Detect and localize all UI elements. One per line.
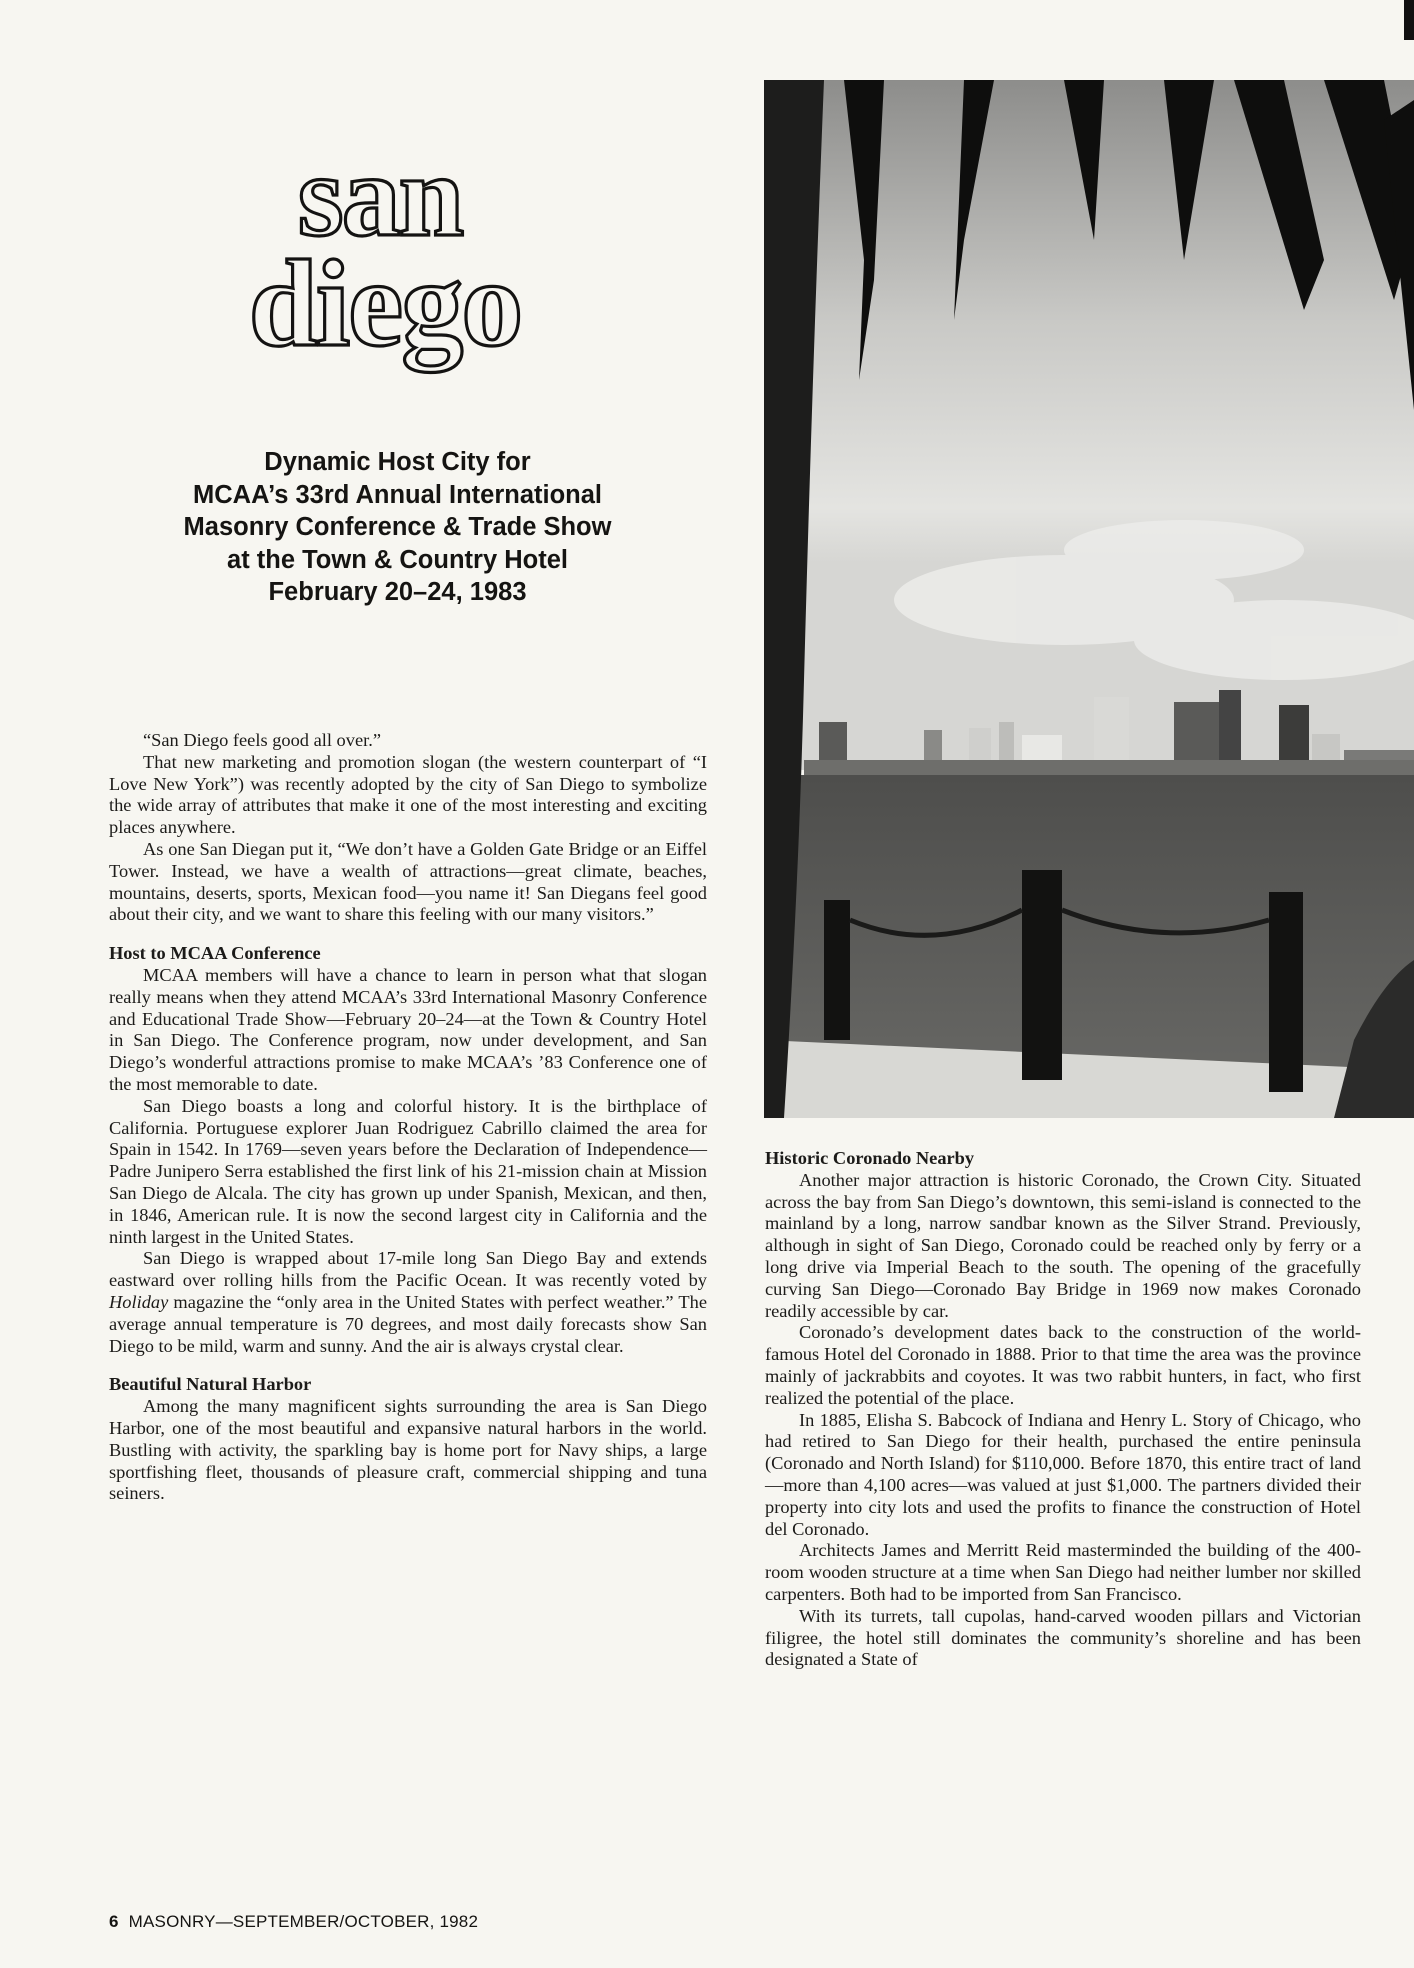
headline-line: at the Town & Country Hotel (227, 545, 568, 574)
publication-line: MASONRY—SEPTEMBER/OCTOBER, 1982 (128, 1912, 479, 1931)
page-number: 6 (109, 1912, 119, 1931)
logo-word-diego: diego (248, 235, 522, 372)
right-column (765, 1148, 1361, 1671)
magazine-title: Holiday (109, 1291, 169, 1312)
san-diego-logo (165, 140, 605, 390)
section-heading: Historic Coronado Nearby (765, 1148, 975, 1168)
paragraph: Among the many magnificent sights surrounding the area is San Diego Harbor, one of the most beautiful and expansive natural harbors in the world. Bustling with activity, the sparkling bay is home port for Navy ships, a large sportfishing fleet, thousands of pleasure craft, commercial shipping and tuna seiners. (109, 1396, 707, 1504)
section-heading: Beautiful Natural Harbor (109, 1374, 312, 1395)
paragraph: Coronado’s development dates back to the construction of the world-famous Hotel del Coronado in 1888. Prior to that time the area was the province mainly of jackrabbits and coyotes. It was two rabbit hunters, in fact, who first realized the potential of the place. (765, 1322, 1361, 1408)
logo-word-san: san (297, 140, 463, 261)
paragraph: With its turrets, tall cupolas, hand-carved wooden pillars and Victorian filigree, the hotel still dominates the community’s shoreline and has been designated a State of (765, 1605, 1361, 1670)
page-footer (109, 1912, 478, 1932)
left-column (109, 730, 707, 1505)
paragraph-text: San Diego is wrapped about 17-mile long San Diego Bay and extends eastward over rolling hills from the Pacific Ocean. It was recently voted by (109, 1248, 707, 1291)
paragraph: In 1885, Elisha S. Babcock of Indiana and Henry L. Story of Chicago, who had retired to San Diego for their health, purchased the entire peninsula (Coronado and North Island) for $110,000. Before 1870, this entire tract of land—more than 4,100 acres—was valued at just $1,000. The partners divided their property into city lots and used the profits to finance the construction of Hotel del Coronado. (765, 1409, 1361, 1539)
headline-line: Dynamic Host City for (264, 448, 531, 476)
paragraph: Another major attraction is historic Coronado, the Crown City. Situated across the bay from San Diego’s downtown, this semi-island is connected to the mainland by a long, narrow sandbar known as the Silver Strand. Previously, although in sight of San Diego, Coronado could be reached only by ferry or a long drive via Imperial Beach to the south. The opening of the gracefully curving San Diego—Coronado Bay Bridge in 1969 now makes Coronado readily accessible by car. (765, 1169, 1361, 1321)
page-edge-mark (1404, 0, 1414, 40)
headline-line: February 20–24, 1983 (268, 578, 527, 606)
harbor-photo (764, 80, 1414, 1118)
paragraph: “San Diego feels good all over.” (143, 730, 381, 750)
paragraph: MCAA members will have a chance to learn in person what that slogan really means when they attend MCAA’s 33rd International Masonry Conference and Educational Trade Show—February 20–24—at the Town & Country Hotel in San Diego. The Conference program, now under development, and San Diego’s wonderful attractions promise to make MCAA’s ’83 Conference one of the most memorable to date. (109, 964, 707, 1094)
section-heading: Host to MCAA Conference (109, 943, 321, 964)
paragraph-text: magazine the “only area in the United States with perfect weather.” The average annual temperature is 70 degrees, and most daily forecasts show San Diego to be mild, warm and sunny. And the air is always crystal clear. (109, 1291, 707, 1356)
paragraph: San Diego boasts a long and colorful history. It is the birthplace of California. Portuguese explorer Juan Rodriguez Cabrillo claimed the area for Spain in 1542. In 1769—seven years before the Declaration of Independence—Padre Junipero Serra established the first link of his 21-mission chain at Mission San Diego de Alcala. The city has grown up under Spanish, Mexican, and then, in 1846, American rule. It is now the second largest city in California and the ninth largest in the United States. (109, 1095, 707, 1247)
paragraph: As one San Diegan put it, “We don’t have a Golden Gate Bridge or an Eiffel Tower. Instead, we have a wealth of attractions—great climate, beaches, mountains, deserts, sports, Mexican food—you name it! San Diegans feel good about their city, and we want to share this feeling with our many visitors.” (109, 838, 707, 925)
paragraph: That new marketing and promotion slogan (the western counterpart of “I Love New York”) was recently adopted by the city of San Diego to symbolize the wide array of attributes that make it one of the most interesting and exciting places anywhere. (109, 751, 707, 838)
paragraph: Architects James and Merritt Reid masterminded the building of the 400-room wooden structure at a time when San Diego had neither lumber nor skilled carpenters. Both had to be imported from San Francisco. (765, 1540, 1361, 1604)
headline-line: MCAA’s 33rd Annual International (193, 480, 602, 509)
headline-line: Masonry Conference & Trade Show (183, 513, 612, 541)
paragraph (109, 1248, 707, 1357)
headline (120, 446, 675, 609)
